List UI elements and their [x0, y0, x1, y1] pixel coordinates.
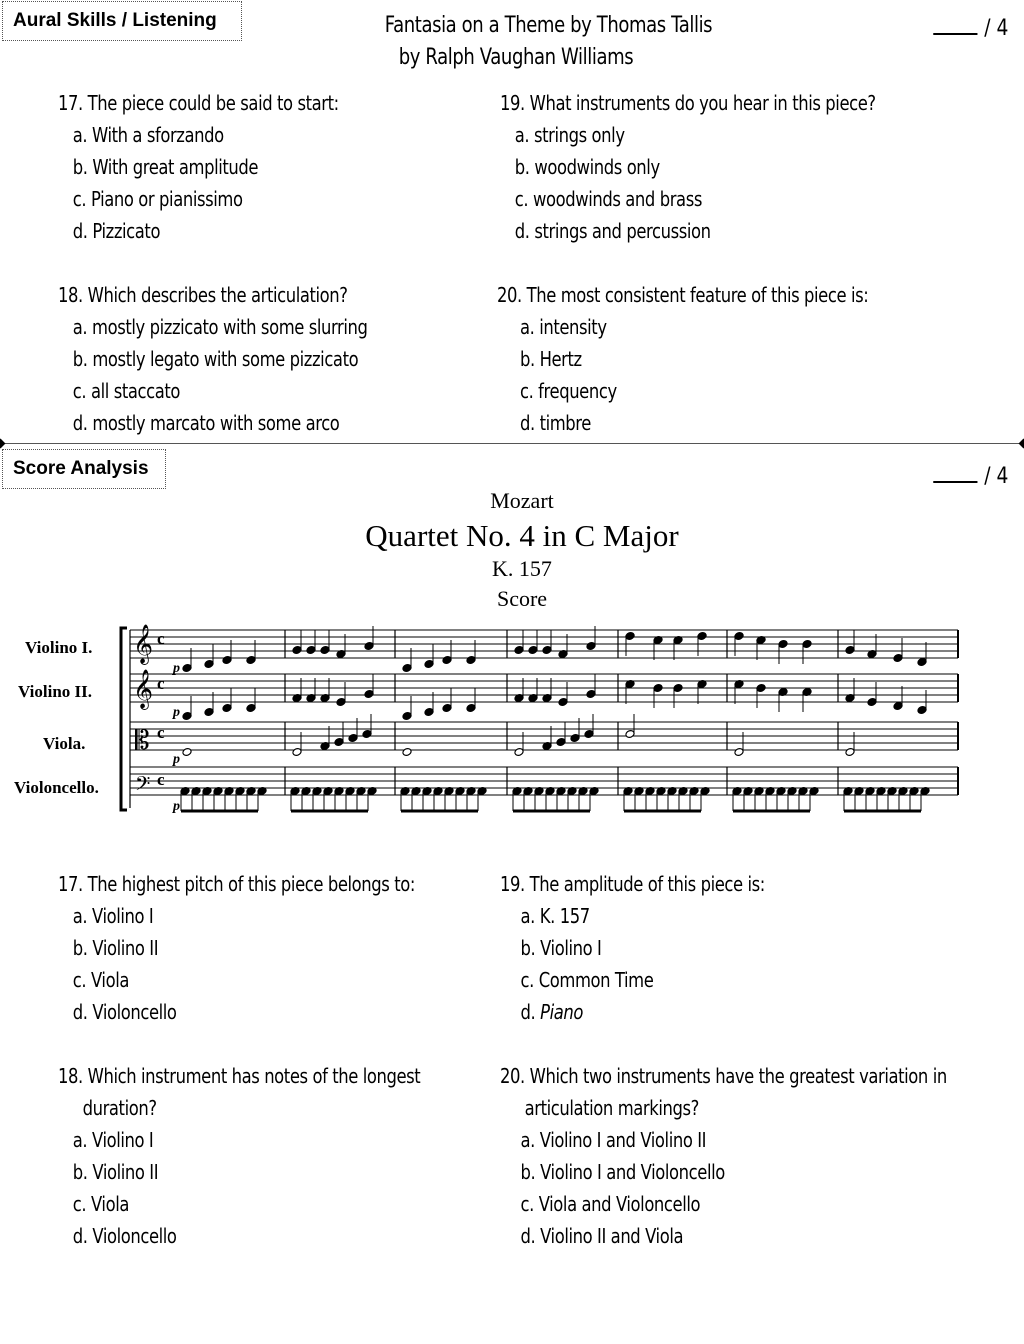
question-text: 20. Which two instruments have the greatest variation in	[500, 1064, 947, 1088]
option-c[interactable]: c. Viola	[72, 1192, 129, 1216]
dynamic-piano: p	[173, 705, 180, 720]
option-b[interactable]: b. Violino II	[72, 936, 159, 960]
question-text-continued: duration?	[82, 1096, 157, 1120]
option-a[interactable]: a. K. 157	[520, 904, 590, 928]
listening-q20	[497, 279, 868, 439]
analysis-q20	[500, 1060, 947, 1252]
question-text: 20. The most consistent feature of this piece is:	[497, 283, 869, 307]
option-a[interactable]: a. With a sforzando	[72, 123, 224, 147]
piece-title-line2: by Ralph Vaughan Williams	[398, 45, 634, 70]
option-b[interactable]: b. Violino II	[72, 1160, 159, 1184]
analysis-q18	[58, 1060, 420, 1252]
question-text: 18. Which instrument has notes of the longest	[58, 1064, 421, 1088]
dynamic-piano: p	[173, 661, 180, 676]
analysis-score	[933, 459, 1008, 489]
score-excerpt	[0, 610, 1024, 825]
treble-clef-icon: 𝄞	[133, 669, 154, 709]
common-time-icon: c	[157, 674, 165, 693]
option-b[interactable]: b. Violino I	[520, 936, 602, 960]
score-blank[interactable]	[933, 11, 977, 35]
option-d[interactable]	[500, 996, 765, 1028]
option-d[interactable]: d. Violoncello	[72, 1224, 177, 1248]
analysis-q17	[58, 868, 415, 1028]
instrument-label-violin1: Violino I.	[25, 638, 93, 657]
option-b[interactable]: b. mostly legato with some pizzicato	[72, 347, 359, 371]
score-label: Score	[496, 586, 548, 611]
work-title: Quartet No. 4 in C Major	[365, 518, 679, 553]
dynamic-piano: p	[173, 799, 180, 814]
analysis-q19	[500, 868, 765, 1028]
question-text: 17. The piece could be said to start:	[58, 91, 339, 115]
analysis-score-total: / 4	[983, 464, 1008, 489]
listening-score-total: / 4	[983, 16, 1008, 41]
piece-title-line1: Fantasia on a Theme by Thomas Tallis	[384, 13, 713, 38]
option-d[interactable]: d. Pizzicato	[72, 219, 161, 243]
option-a[interactable]: a. Violino I and Violino II	[520, 1128, 707, 1152]
option-b[interactable]: b. woodwinds only	[514, 155, 660, 179]
question-text-continued: articulation markings?	[524, 1096, 699, 1120]
instrument-label-violin2: Violino II.	[18, 682, 93, 701]
option-d[interactable]: d. timbre	[519, 411, 591, 435]
option-d-letter: d.	[520, 1000, 541, 1024]
option-d[interactable]: d. Violino II and Viola	[520, 1224, 684, 1248]
common-time-icon: c	[157, 723, 165, 742]
option-d[interactable]: d. Violoncello	[72, 1000, 177, 1024]
treble-clef-icon: 𝄞	[133, 624, 154, 664]
option-c[interactable]: c. Viola	[72, 968, 129, 992]
option-d-italic: Piano	[540, 1000, 583, 1024]
listening-score	[933, 11, 1008, 41]
listening-q19	[500, 87, 876, 247]
bass-clef-icon: 𝄢	[135, 772, 151, 800]
question-text: 19. The amplitude of this piece is:	[500, 872, 765, 896]
question-text: 17. The highest pitch of this piece belongs to:	[58, 872, 415, 896]
section-divider	[0, 443, 1024, 444]
option-d[interactable]: d. mostly marcato with some arco	[72, 411, 340, 435]
instrument-label-viola: Viola.	[43, 734, 86, 753]
note-head	[402, 748, 412, 757]
option-b[interactable]: b. Hertz	[519, 347, 582, 371]
section-tag-score-analysis: Score Analysis	[2, 449, 166, 489]
option-a[interactable]: a. Violino I	[72, 904, 154, 928]
option-c[interactable]: c. all staccato	[72, 379, 181, 403]
option-c[interactable]: c. woodwinds and brass	[514, 187, 702, 211]
option-c[interactable]: c. Piano or pianissimo	[72, 187, 243, 211]
question-text: 18. Which describes the articulation?	[58, 283, 348, 307]
system-bracket	[121, 628, 127, 810]
notes	[180, 626, 930, 811]
score-blank[interactable]	[933, 459, 977, 483]
listening-q18	[58, 279, 368, 439]
common-time-icon: c	[157, 629, 165, 648]
option-d[interactable]: d. strings and percussion	[514, 219, 711, 243]
instrument-label-cello: Violoncello.	[14, 778, 99, 797]
piece-title	[356, 10, 713, 74]
common-time-icon: c	[157, 770, 165, 789]
staff-lines	[130, 630, 958, 795]
option-a[interactable]: a. Violino I	[72, 1128, 154, 1152]
note-head	[182, 748, 192, 757]
option-c[interactable]: c. Common Time	[520, 968, 654, 992]
option-c[interactable]: c. Viola and Violoncello	[520, 1192, 701, 1216]
alto-clef-icon: 𝄡	[135, 726, 150, 756]
option-b[interactable]: b. With great amplitude	[72, 155, 259, 179]
question-text: 19. What instruments do you hear in this piece?	[500, 91, 876, 115]
dynamic-piano: p	[173, 752, 180, 767]
option-a[interactable]: a. intensity	[519, 315, 607, 339]
option-a[interactable]: a. strings only	[514, 123, 625, 147]
composer-name: Mozart	[490, 488, 554, 513]
catalog-number: K. 157	[492, 556, 552, 581]
listening-q17	[58, 87, 339, 247]
option-b[interactable]: b. Violino I and Violoncello	[520, 1160, 725, 1184]
option-c[interactable]: c. frequency	[519, 379, 617, 403]
section-tag-listening: Aural Skills / Listening	[2, 1, 242, 41]
barlines	[285, 630, 958, 795]
option-a[interactable]: a. mostly pizzicato with some slurring	[72, 315, 368, 339]
